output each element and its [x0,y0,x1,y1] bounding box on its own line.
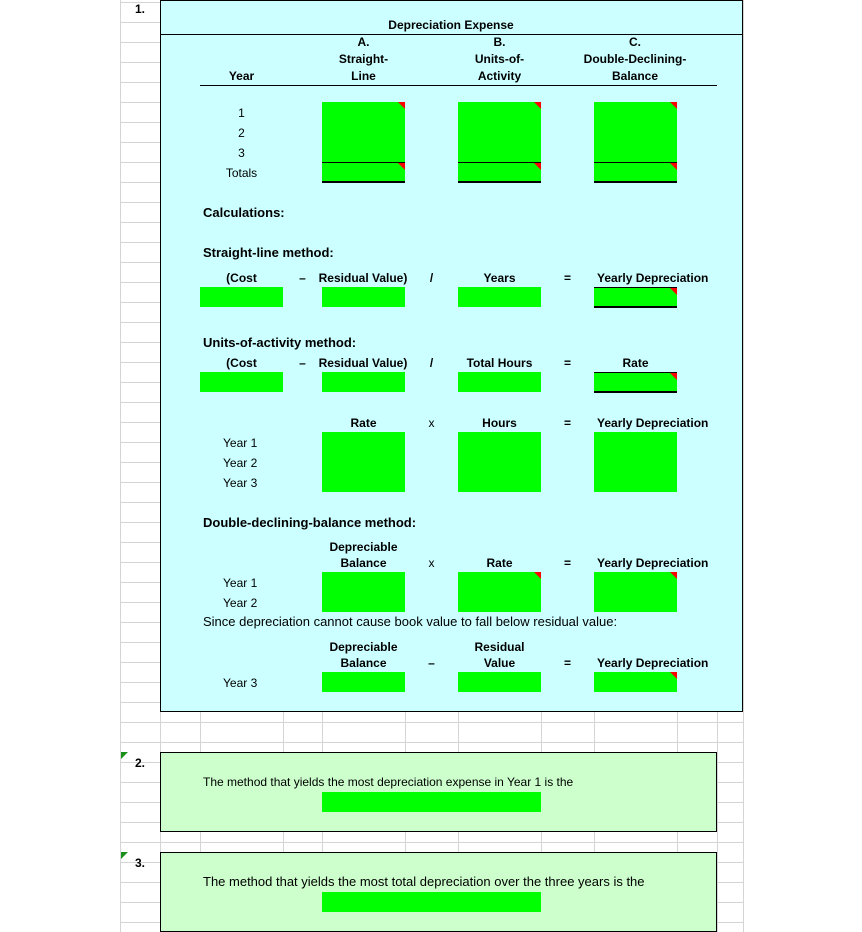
comment-marker [398,163,405,170]
ua-cost-input[interactable] [200,372,283,392]
ddb-dep-balance-label-1: Depreciable [329,540,398,554]
ua-rate-label: Rate [622,356,649,370]
sl-cost-input[interactable] [200,287,283,307]
ddb-year-1-input[interactable] [594,102,677,122]
ddb-heading: Double-declining-balance method: [203,515,417,530]
col-b-letter: B. [493,35,506,49]
comment-marker [670,373,677,380]
ddb-dep-year-2-input[interactable] [594,592,677,612]
ua-year-1-input[interactable] [458,102,541,122]
ddb-balance-year-3-input[interactable] [322,672,405,692]
ddb-year-2-label: Year 2 [223,596,258,610]
question-2-answer-input[interactable] [322,792,541,812]
col-b-line2: Units-of- [474,52,525,66]
ua-rate-input[interactable] [594,372,677,392]
question-number-3: 3. [134,856,145,870]
ddb-year-3-input[interactable] [594,142,677,162]
col-b-line3: Activity [477,69,522,83]
comment-flag-2 [121,752,128,759]
ddb-total-double-underline [594,181,677,183]
sl-residual-input[interactable] [322,287,405,307]
ua-residual-input[interactable] [322,372,405,392]
question-number-1: 1. [134,2,145,16]
sl-year-1-input[interactable] [322,102,405,122]
ua-yearly-depreciation-label: Yearly Depreciation [597,416,709,430]
ddb-equals-sign: = [563,556,571,570]
ddb-residual-label-1: Residual [474,640,525,654]
ddb-yearly-depreciation-label: Yearly Depreciation [597,556,709,570]
ua-equals-sign-2: = [563,416,571,430]
ddb-residual-year-3-input[interactable] [458,672,541,692]
ua-times-sign: x [428,416,435,430]
comment-marker [534,163,541,170]
col-a-line3: Line [351,69,376,83]
ua-residual-label: Residual Value) [318,356,408,370]
ua-cost-label: (Cost [226,356,257,370]
ua-rate-year-3-input[interactable] [322,472,405,492]
ua-rate-col-label: Rate [350,416,377,430]
ua-rate-double-underline [594,391,677,393]
ddb-balance-year-1-input[interactable] [322,572,405,592]
sl-years-label: Years [483,271,516,285]
totals-label: Totals [225,166,258,180]
calculations-heading: Calculations: [203,205,285,220]
ua-dep-year-3-input[interactable] [594,472,677,492]
ua-hours-year-2-input[interactable] [458,452,541,472]
ddb-yearly-depreciation-label-2: Yearly Depreciation [597,656,709,670]
comment-marker [398,102,405,109]
ddb-residual-label-2: Value [483,656,516,670]
comment-marker [670,288,677,295]
ddb-rate-year-1-input[interactable] [458,572,541,592]
sl-year-3-input[interactable] [322,142,405,162]
ddb-dep-balance-label-2: Balance [340,556,387,570]
ddb-dep-balance-b-label-1: Depreciable [329,640,398,654]
ddb-dep-balance-b-label-2: Balance [340,656,387,670]
ua-year-2-label: Year 2 [223,456,258,470]
sl-cost-label: (Cost [226,271,257,285]
ddb-year-1-label: Year 1 [223,576,258,590]
year-label-3: 3 [238,146,245,160]
year-column-label: Year [228,69,255,83]
ua-total-input[interactable] [458,162,541,182]
sl-residual-label: Residual Value) [318,271,408,285]
comment-marker [670,163,677,170]
sl-equals-sign: = [563,271,571,285]
ua-year-2-input[interactable] [458,122,541,142]
straight-line-heading: Straight-line method: [203,245,334,260]
ddb-dep-year-3-input[interactable] [594,672,677,692]
ua-year-3-label: Year 3 [223,476,258,490]
question-3-prompt: The method that yields the most total depreciation over the three years is the [203,874,645,889]
ddb-balance-year-2-input[interactable] [322,592,405,612]
sl-yearly-depreciation-input[interactable] [594,287,677,307]
col-a-line2: Straight- [338,52,389,66]
comment-flag-3 [121,852,128,859]
question-2-prompt: The method that yields the most depreciation expense in Year 1 is the [203,775,574,789]
ddb-year-3-label: Year 3 [223,676,258,690]
sl-yearly-double-underline [594,306,677,308]
sl-divide-sign: / [429,271,434,285]
comment-marker [670,572,677,579]
ua-hours-label: Hours [482,416,517,430]
ddb-rate-label: Rate [486,556,513,570]
col-a-letter: A. [357,35,370,49]
comment-marker [534,572,541,579]
year-label-2: 2 [238,126,245,140]
ua-rate-year-2-input[interactable] [322,452,405,472]
ua-year-3-input[interactable] [458,142,541,162]
comment-marker [534,102,541,109]
ua-hours-year-3-input[interactable] [458,472,541,492]
col-c-line2: Double-Declining- [583,52,687,66]
ua-equals-sign: = [563,356,571,370]
sl-total-input[interactable] [322,162,405,182]
ua-year-1-label: Year 1 [223,436,258,450]
ddb-equals-sign-2: = [563,656,571,670]
ua-hours-year-1-input[interactable] [458,432,541,452]
ddb-year-2-input[interactable] [594,122,677,142]
ua-dep-year-2-input[interactable] [594,452,677,472]
ddb-dep-year-1-input[interactable] [594,572,677,592]
sl-yearly-depreciation-label: Yearly Depreciation [597,271,709,285]
ddb-times-sign: x [428,556,435,570]
ua-rate-year-1-input[interactable] [322,432,405,452]
question-3-answer-input[interactable] [322,892,541,912]
col-c-letter: C. [629,35,641,49]
depreciation-expense-title: Depreciation Expense [388,18,514,32]
ua-divide-sign: / [429,356,434,370]
sl-years-input[interactable] [458,287,541,307]
ua-total-hours-label: Total Hours [466,356,533,370]
ua-dep-year-1-input[interactable] [594,432,677,452]
ddb-minus-sign: – [428,656,435,670]
ddb-rate-year-2-input[interactable] [458,592,541,612]
ddb-residual-note: Since depreciation cannot cause book value to fall below residual value: [203,614,618,629]
question-number-2: 2. [134,756,145,770]
comment-marker [670,672,677,679]
ua-total-double-underline [458,181,541,183]
ddb-total-input[interactable] [594,162,677,182]
ua-total-hours-input[interactable] [458,372,541,392]
sl-year-2-input[interactable] [322,122,405,142]
col-c-line3: Balance [611,69,659,83]
units-of-activity-heading: Units-of-activity method: [203,335,357,350]
sl-minus-sign: – [299,271,306,285]
ua-minus-sign: – [299,356,306,370]
year-label-1: 1 [238,106,245,120]
column-header-rule [200,85,717,86]
sl-total-double-underline [322,181,405,183]
comment-marker [670,102,677,109]
